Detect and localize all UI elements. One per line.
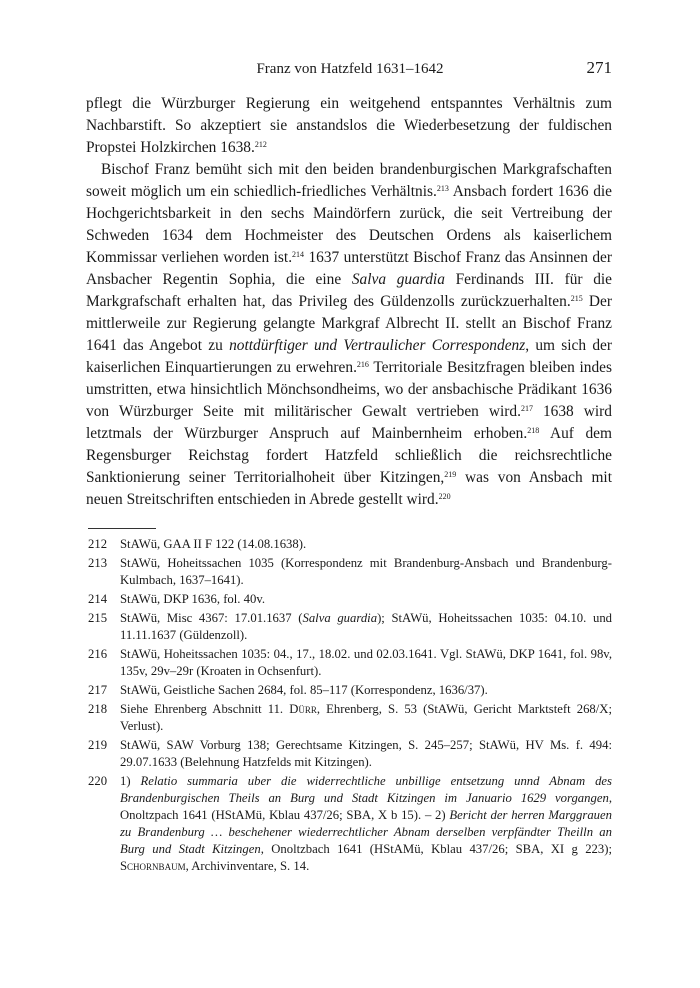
footnote-text: Siehe Ehrenberg Abschnitt 11. Dürr, Ehrenberg, S. 53 (StAWü, Gericht Marktsteft 268/X; Verlust). xyxy=(120,702,612,733)
footnote-number: 214 xyxy=(88,592,108,606)
footnote-number: 218 xyxy=(88,702,108,716)
footnote-ref-219[interactable]: 219 xyxy=(444,470,457,479)
footnote-ref-214[interactable]: 214 xyxy=(292,250,305,259)
footnote-text: StAWü, Hoheitssachen 1035 (Korrespondenz mit Brandenburg-Ansbach und Brandenburg-Kulmbach, 1637–1641). xyxy=(120,556,612,587)
footnote-number: 212 xyxy=(88,537,108,551)
footnote-number: 217 xyxy=(88,683,108,697)
footnote-text: StAWü, SAW Vorburg 138; Gerechtsame Kitzingen, S. 245–257; StAWü, HV Ms. f. 494: 29.07.1633 (Belehnung Hatzfelds mit Kitzingen). xyxy=(120,738,612,769)
page-header xyxy=(88,58,612,82)
footnote-ref-220[interactable]: 220 xyxy=(438,492,451,501)
footnote-text: StAWü, Misc 4367: 17.01.1637 (Salva guardia); StAWü, Hoheitssachen 1035: 04.10. und 11.11.1637 (Güldenzoll). xyxy=(120,611,613,642)
footnote-213 xyxy=(88,555,612,589)
paragraph-2: Bischof Franz bemüht sich mit den beiden brandenburgischen Markgrafschaften soweit möglich um ein schiedlich-friedliches Verhältnis.$^{213}$ Ansbach fordert 1636 die Hochgerichtsbarkeit in den sechs Maindörfern zurück, die seit Vertreibung der Schweden 1634 dem Hochmeister des Deutschen Ordens als kaiserlichem Kommissar verliehen worden ist.$^{214}$ 1637 unterstützt Bischof Franz das Ansinnen der Ansbacher Regentin Sophia, die eine Salva guardia Ferdinands III. für die Markgrafschaft erhalten hat, das Privileg des Güldenzolls zurückzuerhalten.$^{215}$ Der mittlerweile zur Regierung gelangte Markgraf Albrecht II. stellt an Bischof Franz 1641 das Angebot zu nottdürftiger und Vertraulicher Correspondenz, um sich der kaiserlichen Einquartierungen zu erwehren.$^{216}$ Territoriale Besitzfragen bleiben indes umstritten, etwa hinsichtlich Mönchsondheims, wo der ansbachische Prädikant 1636 von Würzburger Seite mit militärischer Gewalt vertrieben wird.$^{217}$ 1638 wird letztmals der Würzburger Anspruch auf Mainbernheim erhoben.$^{218}$ Auf dem Regensburger Reichstag fordert Hatzfeld schließlich die reichsrechtliche Sanktionierung seiner Territorialhoheit über Kitzingen,$^{219}$ was von Ansbach mit neuen Streitschriften entschieden in Abrede gestellt wird.$^{220}$ xyxy=(86,161,613,508)
footnote-219 xyxy=(88,737,612,771)
footnote-ref-212[interactable]: 212 xyxy=(254,140,267,149)
footnote-separator xyxy=(88,528,156,529)
footnote-text: StAWü, Hoheitssachen 1035: 04., 17., 18.02. und 02.03.1641. Vgl. StAWü, DKP 1641, fol. 98v, 135v, 29v–29r (Kroaten in Ochsenfurt). xyxy=(120,647,612,678)
footnote-text: 1) Relatio summaria uber die widerrechtliche unbillige entsetzung unnd Abnam des Brandenburgischen Theils an Burg und Stadt Kitzingen im Januario 1629 vorgangen, Onoltzpach 1641 (HStAMü, Kblau 437/26; SBA, X b 15). – 2) Bericht der herren Marggrauen zu Brandenburg … beschehener wiederrechtlicher Abnam derselben verpfändter Theilln an Burg und Stadt Kitzingen, Onoltzbach 1641 (HStAMü, Kblau 437/26; SBA, XI g 223); Schornbaum, Archivinventare, S. 14. xyxy=(120,774,612,873)
page-number: 271 xyxy=(586,58,612,77)
footnote-214 xyxy=(88,591,612,608)
main-text xyxy=(86,93,612,511)
footnote-ref-216[interactable]: 216 xyxy=(356,360,369,369)
footnote-220 xyxy=(88,773,612,875)
footnote-text: StAWü, DKP 1636, fol. 40v. xyxy=(120,592,266,606)
footnote-217 xyxy=(88,682,612,699)
footnote-218 xyxy=(88,701,612,735)
footnote-215 xyxy=(88,610,612,644)
footnote-ref-218[interactable]: 218 xyxy=(527,426,540,435)
footnote-ref-213[interactable]: 213 xyxy=(436,184,449,193)
footnote-text: StAWü, GAA II F 122 (14.08.1638). xyxy=(120,537,307,551)
footnote-number: 220 xyxy=(88,774,108,788)
footnote-number: 213 xyxy=(88,556,108,570)
footnote-ref-215[interactable]: 215 xyxy=(570,294,583,303)
footnotes xyxy=(88,536,612,877)
footnote-216 xyxy=(88,646,612,680)
footnote-number: 215 xyxy=(88,611,108,625)
footnote-212 xyxy=(88,536,612,553)
paragraph-1: pflegt die Würzburger Regierung ein weitgehend entspanntes Verhältnis zum Nachbarstift. So akzeptiert sie anstandslos die Wiederbesetzung der fuldischen Propstei Holzkirchen 1638.$^{212}$ xyxy=(86,95,612,156)
running-title: Franz von Hatzfeld 1631–1642 xyxy=(256,61,444,77)
footnote-text: StAWü, Geistliche Sachen 2684, fol. 85–117 (Korrespondenz, 1636/37). xyxy=(120,683,488,697)
footnote-number: 216 xyxy=(88,647,108,661)
footnote-number: 219 xyxy=(88,738,108,752)
footnote-ref-217[interactable]: 217 xyxy=(520,404,533,413)
